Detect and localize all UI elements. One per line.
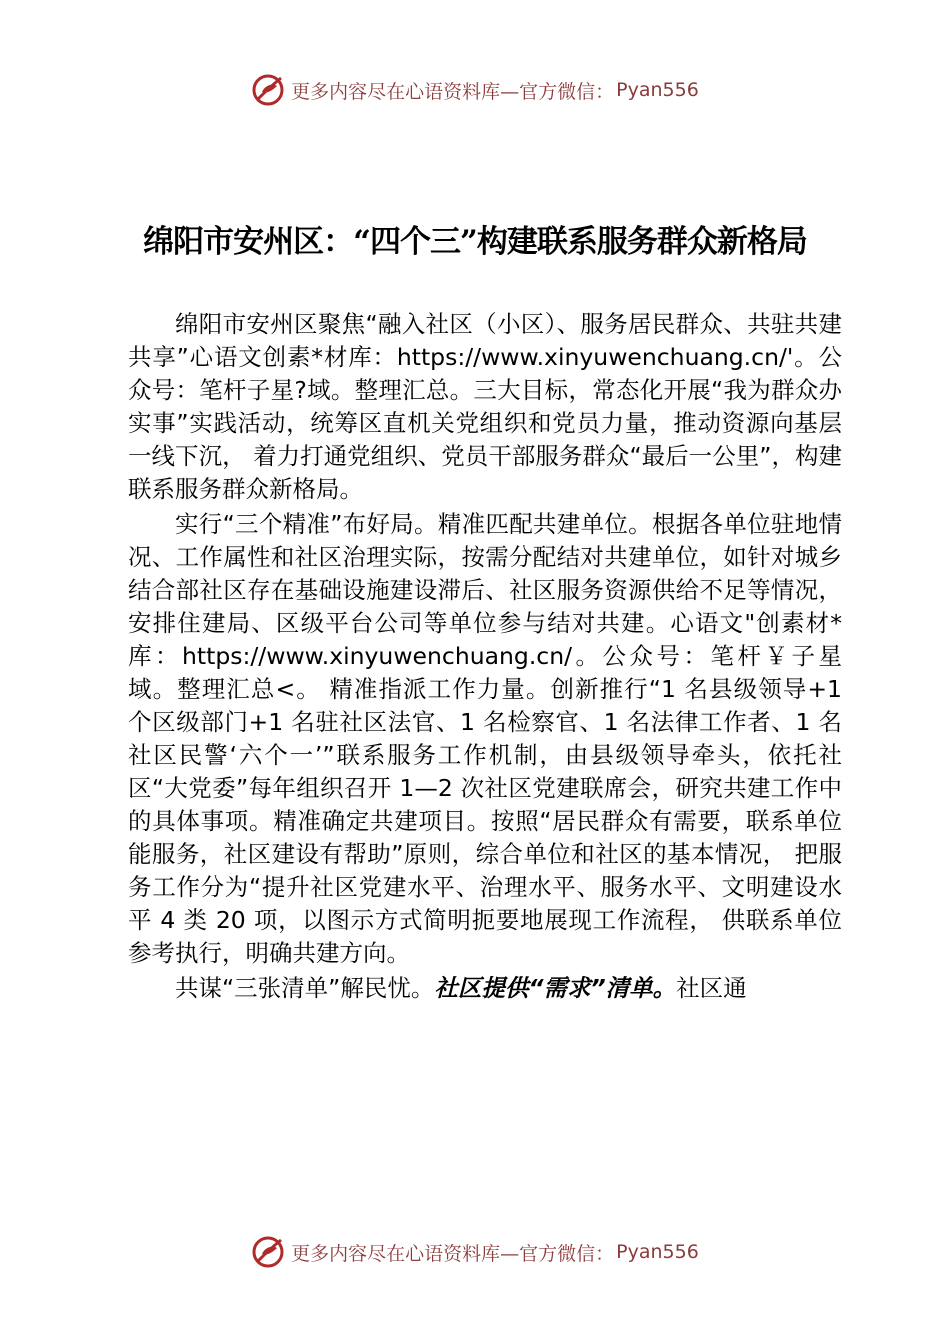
- wechat-id: Pyan556: [616, 79, 699, 101]
- emphasis-heading: 社区提供“需求”清单。: [434, 974, 677, 1002]
- watermark-header: [0, 72, 950, 108]
- paragraph-lead: 共谋“三张清单”解民忧。: [175, 974, 435, 1002]
- watermark-text: 更多内容尽在心语资料库—官方微信：: [291, 1242, 615, 1265]
- logo-icon: [251, 1234, 285, 1270]
- watermark-text: 更多内容尽在心语资料库—官方微信：: [291, 80, 615, 103]
- wechat-id: Pyan556: [616, 1241, 699, 1263]
- watermark-footer: [0, 1234, 950, 1270]
- logo-icon: [251, 72, 285, 108]
- paragraph-continuation: 社区通: [676, 974, 747, 1002]
- paragraph-three-lists: [128, 972, 842, 1005]
- page-title: 绵阳市安州区：“四个三”构建联系服务群众新格局: [143, 224, 807, 260]
- paragraph-three-precise: 实行“三个精准”布好局。精准匹配共建单位。根据各单位驻地情况、工作属性和社区治理实际，按需分配结对共建单位，如针对城乡结合部社区存在基础设施建设滞后、社区服务资源供给不足等情况，安排住建局、区级平台公司等单位参与结对共建。心语文"创素材*库：https://www.xinyuwenchuang.cn/。公众号：笔杆￥子星域。整理汇总<。 精准指派工作力量。创新推行“1 名县级领导+1 个区级部门+1 名驻社区法官、1 名检察官、1 名法律工作者、1 名社区民警‘六个一’”联系服务工作机制，由县级领导牵头，依托社区“大党委”每年组织召开 1—2 次社区党建联席会，研究共建工作中的具体事项。精准确定共建项目。按照“居民群众有需要，联系单位能服务，社区建设有帮助”原则，综合单位和社区的基本情况， 把服务工作分为“提升社区党建水平、治理水平、服务水平、文明建设水平 4 类 20 项，以图示方式简明扼要地展现工作流程， 供联系单位参考执行，明确共建方向。: [128, 510, 842, 967]
- article-body: [128, 308, 842, 1005]
- paragraph-intro: 绵阳市安州区聚焦“融入社区（小区）、服务居民群众、共驻共建共享”心语文创素*材库：https://www.xinyuwenchuang.cn/'。公众号：笔杆子星?域。整理汇总。三大目标，常态化开展“我为群众办实事”实践活动，统筹区直机关党组织和党员力量，推动资源向基层一线下沉， 着力打通党组织、党员干部服务群众“最后一公里”，构建联系服务群众新格局。: [128, 310, 842, 503]
